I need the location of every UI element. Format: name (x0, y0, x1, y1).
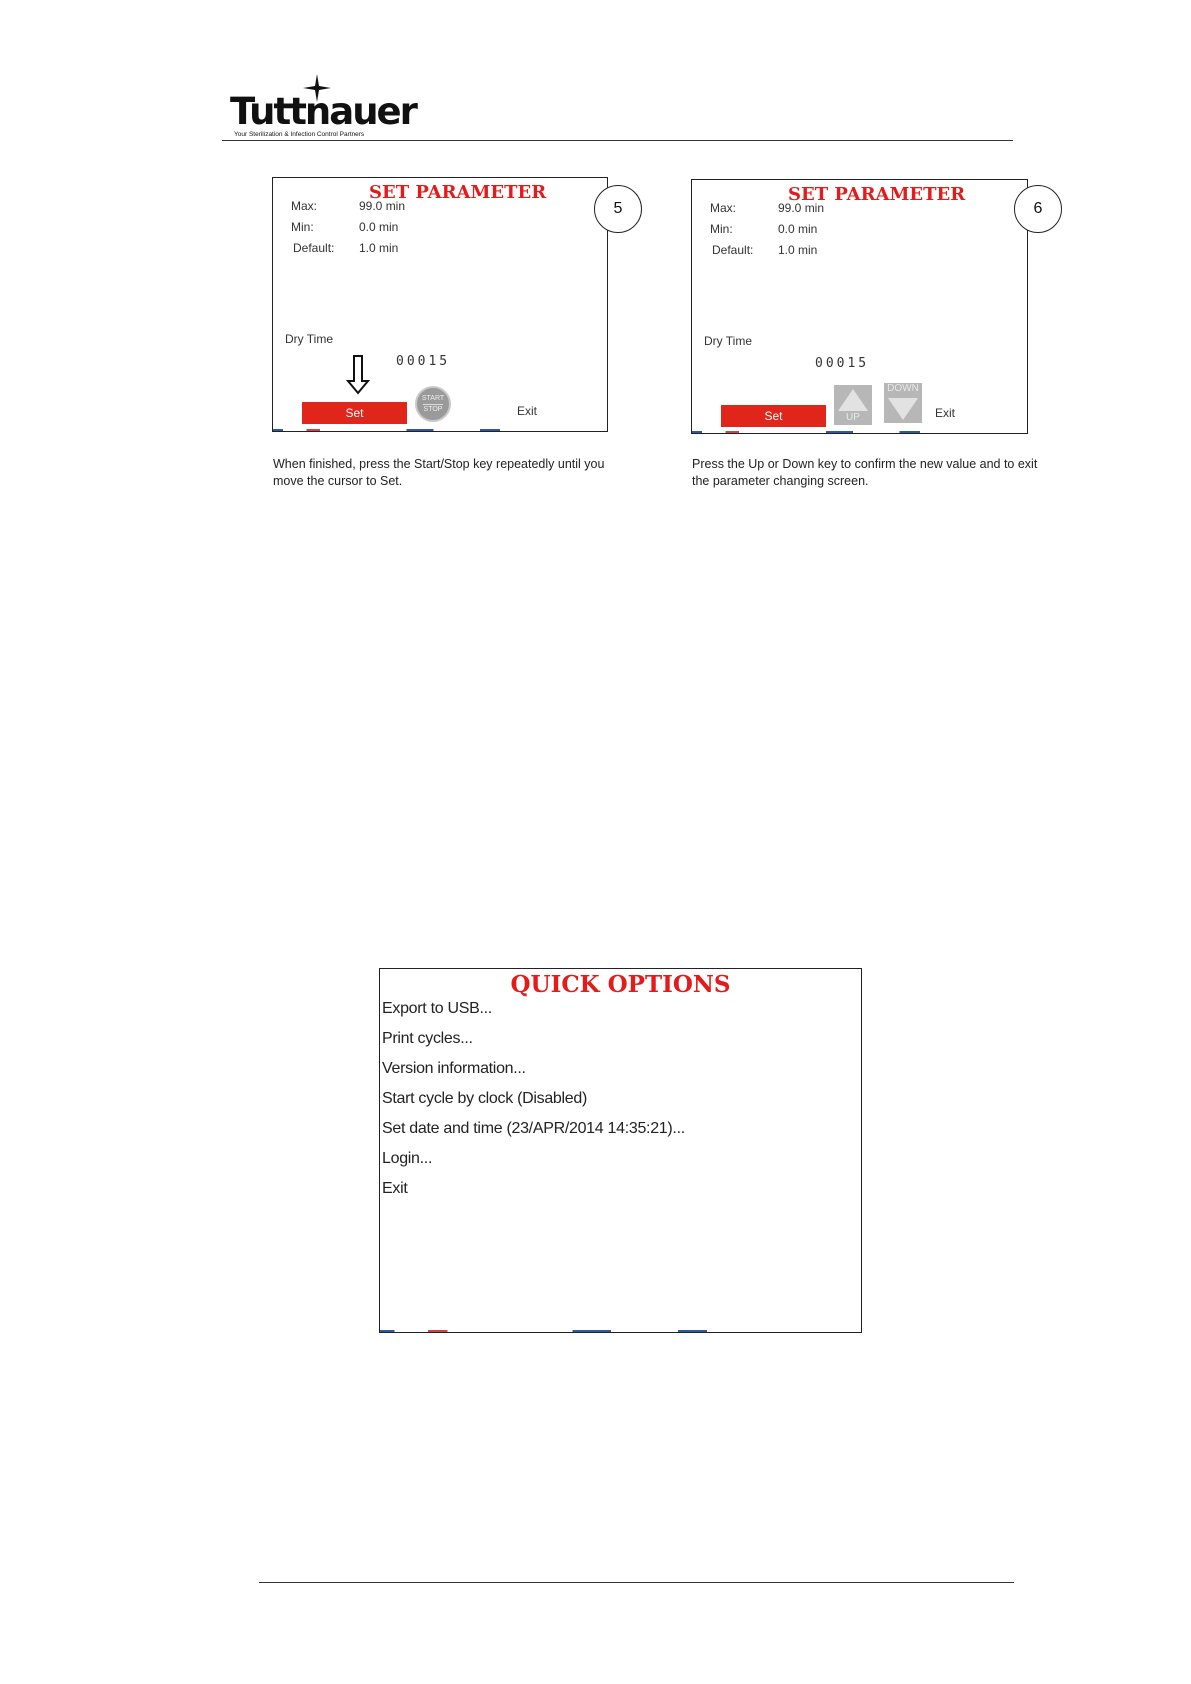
down-label: DOWN (887, 383, 919, 394)
caption-6: Press the Up or Down key to confirm the new value and to exit the parameter changing screen. (692, 457, 1038, 488)
up-label: UP (846, 412, 860, 423)
max-value: 99.0 min (359, 199, 406, 213)
set-button[interactable]: Set (721, 405, 826, 427)
set-parameter-screen-5 (272, 177, 608, 432)
menu-item-exit[interactable]: Exit (382, 1180, 408, 1197)
quick-options-screen (379, 968, 862, 1333)
footer-rule (259, 1582, 1014, 1583)
caption-5: When finished, press the Start/Stop key repeatedly until you move the cursor to Set. (273, 457, 605, 488)
default-value: 1.0 min (359, 241, 399, 255)
logo-wordmark: Tuttnauer (230, 90, 416, 133)
menu-item-print-cycles[interactable]: Print cycles... (382, 1030, 473, 1047)
menu-item-set-date-time[interactable]: Set date and time (23/APR/2014 14:35:21)... (382, 1120, 685, 1137)
max-label: Max: (291, 199, 318, 213)
exit-label[interactable]: Exit (935, 406, 956, 420)
parameter-value: 00015 (396, 354, 451, 369)
screen-bottom-stripe (692, 431, 1027, 433)
parameter-name: Dry Time (704, 334, 752, 348)
down-key[interactable] (884, 383, 922, 423)
menu-item-start-cycle-by-clock[interactable]: Start cycle by clock (Disabled) (382, 1090, 587, 1107)
menu-item-login[interactable]: Login... (382, 1150, 433, 1167)
set-button[interactable]: Set (302, 402, 407, 424)
start-stop-key[interactable] (415, 386, 451, 422)
set-parameter-screen-6 (691, 179, 1028, 434)
exit-label[interactable]: Exit (517, 404, 538, 418)
default-label: Default: (712, 243, 754, 257)
tuttnauer-logo (230, 74, 416, 144)
up-triangle-icon (837, 388, 869, 412)
down-arrow-icon (346, 355, 370, 395)
default-value: 1.0 min (778, 243, 818, 257)
header-rule (222, 140, 1013, 141)
parameter-name: Dry Time (285, 332, 333, 346)
min-value: 0.0 min (359, 220, 399, 234)
screen-bottom-stripe (380, 1330, 861, 1332)
up-key[interactable] (834, 385, 872, 425)
min-label: Min: (710, 222, 733, 236)
quick-options-title: QUICK OPTIONS (510, 971, 731, 998)
step-badge-5: 5 (594, 185, 642, 233)
step-badge-6: 6 (1014, 185, 1062, 233)
min-value: 0.0 min (778, 222, 818, 236)
screen-title: SET PARAMETER (369, 182, 547, 203)
menu-item-version-information[interactable]: Version information... (382, 1060, 526, 1077)
down-triangle-icon (887, 397, 919, 421)
screen-bottom-stripe (273, 429, 607, 431)
stop-label: STOP (423, 406, 443, 413)
max-label: Max: (710, 201, 737, 215)
max-value: 99.0 min (778, 201, 825, 215)
parameter-value: 00015 (815, 356, 870, 371)
menu-item-export-usb[interactable]: Export to USB... (382, 1000, 492, 1017)
start-label: START (421, 395, 445, 402)
logo-tagline: Your Sterilization & Infection Control Partners (234, 131, 365, 138)
default-label: Default: (293, 241, 335, 255)
min-label: Min: (291, 220, 314, 234)
screen-title: SET PARAMETER (788, 184, 966, 205)
